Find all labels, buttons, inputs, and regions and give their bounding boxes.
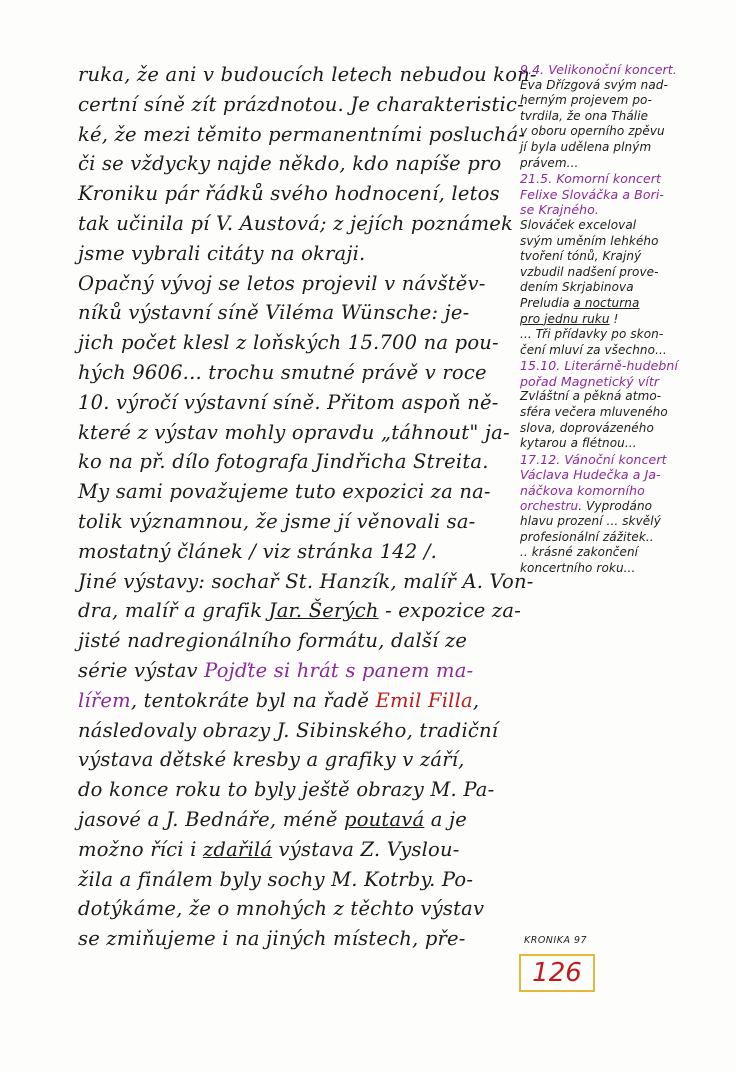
main-text-segment: výstava Z. Vyslou- <box>272 837 460 861</box>
side-line <box>520 499 720 515</box>
side-text-segment: ! <box>609 311 619 326</box>
side-text-segment: tvoření tónů, Krajný <box>520 249 642 264</box>
main-line <box>78 418 518 448</box>
main-text-segment: mostatný článek / viz stránka 142 /. <box>78 539 438 563</box>
main-text-segment: dotýkáme, že o mnohých z těchto výstav <box>78 897 485 921</box>
side-line <box>520 187 720 203</box>
side-line <box>520 93 720 109</box>
side-text-segment: pro jednu ruku <box>520 311 610 326</box>
side-line <box>520 249 720 265</box>
main-text-segment: které z výstav mohly opravdu „táhnout" ja- <box>78 420 510 444</box>
page-number: 126 <box>532 958 582 988</box>
main-line <box>78 805 518 835</box>
main-text-segment: Pojďte si hrát s panem ma- <box>204 658 474 682</box>
main-text-segment: jasové a J. Bednáře, méně <box>78 807 345 831</box>
main-line <box>78 924 518 954</box>
main-line <box>78 716 518 746</box>
side-line <box>520 561 720 577</box>
side-line <box>520 343 720 359</box>
main-text-segment: - expozice za- <box>378 599 522 623</box>
side-line <box>520 530 720 546</box>
main-text-segment: tolik významnou, že jsme jí věnovali sa- <box>78 509 476 533</box>
side-text-segment: 9.4. Velikonoční koncert. <box>520 62 677 77</box>
side-text-segment: .. krásné zakončení <box>520 545 639 560</box>
side-text-segment: tvrdila, že ona Thálie <box>520 108 649 123</box>
side-line <box>520 312 720 328</box>
side-line <box>520 280 720 296</box>
side-text-segment: dením Skrjabinova <box>520 280 634 295</box>
main-line <box>78 507 518 537</box>
main-line <box>78 328 518 358</box>
side-text-segment: 21.5. Komorní koncert <box>520 171 662 187</box>
side-line <box>520 202 720 218</box>
side-line <box>520 234 720 250</box>
side-line <box>520 265 720 281</box>
main-line <box>78 745 518 775</box>
side-text-segment: Eva Dřízgová svým nad- <box>520 77 668 92</box>
side-notes-column <box>520 62 720 577</box>
main-line <box>78 269 518 299</box>
main-text-segment: výstava dětské kresby a grafiky v září, <box>78 748 465 772</box>
main-text-segment: a je <box>424 807 467 831</box>
side-text-segment: čení mluví za všechno... <box>520 342 667 357</box>
main-line <box>78 626 518 656</box>
page-number-box <box>519 954 595 992</box>
main-text-segment: se zmiňujeme i na jiných místech, pře- <box>78 927 466 951</box>
main-line <box>78 120 526 150</box>
side-text-segment: právem... <box>520 155 579 170</box>
main-text-segment: 10. výročí výstavní síně. Přitom aspoň ně- <box>78 390 499 414</box>
main-text-segment: ruka, že ani v budoucích letech nebudou kon- <box>78 63 537 86</box>
side-text-segment: 15.10. Literárně-hudební <box>520 358 679 374</box>
main-line <box>78 894 518 924</box>
main-text-segment: certní síně zít prázdnotou. Je charakteristic- <box>78 92 524 116</box>
main-text-segment: poutavá <box>344 807 425 831</box>
side-line <box>520 483 720 499</box>
main-text-segment: jsme vybrali citáty na okraji. <box>78 241 366 265</box>
side-text-segment: a nocturna <box>573 295 640 310</box>
main-line <box>78 209 518 239</box>
side-line <box>520 389 720 405</box>
side-text-segment: kytarou a flétnou... <box>520 436 637 451</box>
main-text-segment: Jiné výstavy: sochař St. Hanzík, malíř A. Von- <box>78 569 534 593</box>
main-line <box>78 596 522 626</box>
main-text-segment: jich počet klesl z loňských 15.700 na pou- <box>78 331 499 355</box>
side-line <box>520 327 720 343</box>
side-line <box>520 436 720 452</box>
main-text-segment: následovaly obrazy J. Sibinského, tradiční <box>78 718 499 742</box>
main-line <box>78 775 518 805</box>
main-text-segment: , <box>472 688 480 712</box>
main-text-segment: , tentokráte byl na řadě <box>130 688 376 712</box>
side-line <box>520 296 720 312</box>
side-text-segment: se Krajného. <box>520 202 600 218</box>
side-text-segment: Slováček exceloval <box>520 217 637 232</box>
side-text-segment: herným projevem po- <box>520 93 652 108</box>
side-line <box>520 421 720 437</box>
main-text-segment: Kroniku pár řádků svého hodnocení, letos <box>78 182 500 206</box>
side-line <box>520 358 720 374</box>
main-line <box>78 388 518 418</box>
main-text-segment: My sami považujeme tuto expozici za na- <box>78 480 491 504</box>
side-line <box>520 218 720 234</box>
main-line <box>78 298 518 328</box>
side-text-segment: v oboru operního zpěvu <box>520 124 665 139</box>
side-text-segment: . Vyprodáno <box>578 498 653 513</box>
side-text-segment: 17.12. Vánoční koncert <box>520 451 667 467</box>
side-text-segment: koncertního roku... <box>520 561 636 575</box>
side-line <box>520 109 720 125</box>
main-text-segment: Opačný vývoj se letos projevil v návštěv- <box>78 271 486 295</box>
side-text-segment: Zvláštní a pěkná atmo- <box>520 389 662 404</box>
main-text-segment: dra, malíř a grafik <box>78 599 269 623</box>
side-text-segment: vzbudil nadšení prove- <box>520 264 659 279</box>
side-text-segment: svým uměním lehkého <box>520 233 659 248</box>
side-line <box>520 545 720 561</box>
side-line <box>520 452 720 468</box>
main-text-segment: tak učinila pí V. Austová; z jejích poznámek <box>78 211 514 235</box>
side-line <box>520 140 720 156</box>
side-text-segment: jí byla udělena plným <box>520 139 652 154</box>
main-text-segment: Jar. Šerých <box>268 599 379 623</box>
main-text-segment: Emil Filla <box>375 688 473 712</box>
main-line <box>78 656 518 686</box>
main-text-segment: ké, že mezi těmito permanentními posluchá- <box>78 122 526 146</box>
main-line <box>78 90 524 120</box>
side-text-segment: pořad Magnetický vítr <box>520 373 660 389</box>
side-text-segment: profesionální zážitek.. <box>520 529 654 544</box>
side-line <box>520 124 720 140</box>
side-text-segment: hlavu prození ... skvělý <box>520 514 661 529</box>
side-text-segment: Felixe Slováčka a Bori- <box>520 186 665 202</box>
side-text-segment: Václava Hudečka a Ja- <box>520 467 661 483</box>
main-line <box>78 477 518 507</box>
main-line <box>78 358 518 388</box>
main-text-column <box>78 60 537 954</box>
main-text-segment: žila a finálem byly sochy M. Kotrby. Po- <box>78 867 474 891</box>
side-text-segment: ... Tři přídavky po skon- <box>520 327 664 342</box>
side-text-segment: slova, doprovázeného <box>520 420 654 435</box>
side-line <box>520 467 720 483</box>
main-line <box>78 865 518 895</box>
main-text-segment: hých 9606... trochu smutné právě v roce <box>78 360 487 384</box>
main-line <box>78 686 518 716</box>
side-text-segment: sféra večera mluveného <box>520 405 668 420</box>
main-text-segment: možno říci i <box>78 837 203 861</box>
main-text-segment: série výstav <box>78 658 205 682</box>
main-line <box>78 60 537 90</box>
main-text-segment: níků výstavní síně Viléma Wünsche: je- <box>78 301 470 325</box>
main-text-segment: zdařilá <box>202 837 273 861</box>
side-line <box>520 514 720 530</box>
main-line <box>78 835 518 865</box>
chronicle-label: KRONIKA 97 <box>524 935 588 946</box>
main-line <box>78 179 518 209</box>
side-text-segment: náčkova komorního <box>520 483 645 499</box>
main-text-segment: jisté nadregionálního formátu, další ze <box>78 629 468 653</box>
main-line <box>78 149 518 179</box>
side-line <box>520 156 720 172</box>
main-line <box>78 567 534 597</box>
side-line <box>520 78 720 94</box>
main-text-segment: lířem <box>78 688 131 712</box>
side-text-segment: Preludia <box>520 295 574 310</box>
main-text-segment: do konce roku to byly ještě obrazy M. Pa- <box>78 778 495 802</box>
side-text-segment: orchestru <box>520 498 579 513</box>
main-line <box>78 537 518 567</box>
side-line <box>520 62 720 78</box>
main-line <box>78 239 518 269</box>
side-line <box>520 171 720 187</box>
main-line <box>78 447 518 477</box>
main-text-segment: či se vždycky najde někdo, kdo napíše pro <box>78 152 502 176</box>
side-line <box>520 374 720 390</box>
main-text-segment: ko na př. dílo fotografa Jindřicha Streita. <box>78 450 489 474</box>
side-line <box>520 405 720 421</box>
